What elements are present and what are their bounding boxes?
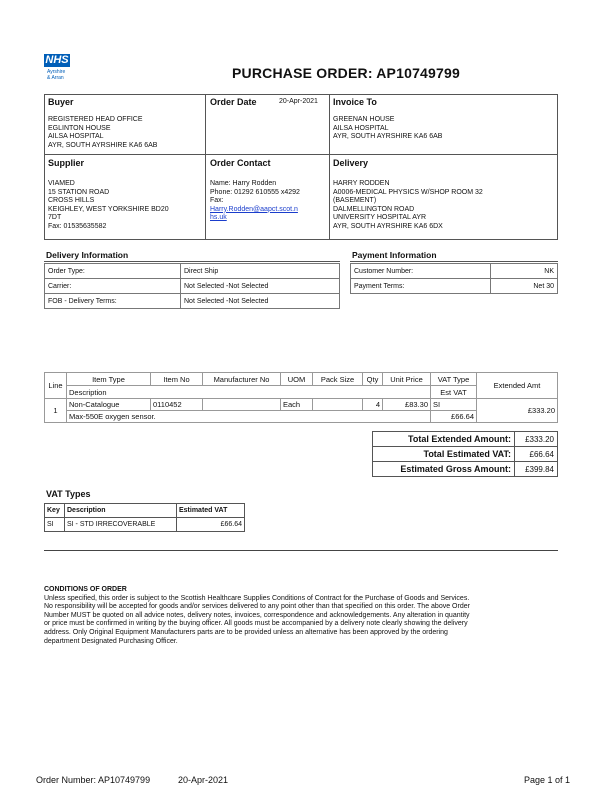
logo-sub-1: Ayrshire [47, 69, 66, 75]
item-description: Max-550E oxygen sensor. [67, 411, 431, 423]
delivery-info-table [44, 263, 340, 309]
total-extended-value: £333.20 [515, 432, 558, 447]
item-vat-type: SI [431, 399, 477, 411]
col-item-type: Item Type [67, 373, 151, 386]
item-no: 0110452 [151, 399, 203, 411]
payment-info-row [351, 264, 558, 279]
order-contact-details [210, 180, 300, 223]
supplier-label: Supplier [48, 158, 85, 168]
vat-col-description: Description [65, 504, 177, 518]
conditions-block [44, 586, 564, 646]
invoice-line: AYR, SOUTH AYRSHIRE KA6 6AB [333, 133, 443, 140]
order-contact-label: Order Contact [210, 158, 271, 168]
total-gross-value: £399.84 [515, 462, 558, 477]
order-date-value: 20-Apr-2021 [279, 98, 318, 105]
delivery-line: (BASEMENT) [333, 197, 377, 204]
col-line: Line [45, 373, 67, 399]
buyer-label: Buyer [48, 97, 74, 107]
vat-col-key: Key [45, 504, 65, 518]
item-extended-amt: £333.20 [477, 399, 558, 423]
delivery-info-title: Delivery Information [46, 250, 129, 260]
buyer-line: AYR, SOUTH AYRSHIRE KA6 6AB [48, 141, 158, 149]
vat-description: SI - STD IRRECOVERABLE [65, 518, 177, 532]
col-manufacturer-no: Manufacturer No [203, 373, 281, 386]
total-vat-value: £66.64 [515, 447, 558, 462]
delivery-line: HARRY RODDEN [333, 180, 390, 187]
section-divider [44, 550, 558, 551]
nhs-logo-subtitle [44, 69, 84, 81]
delivery-label: Delivery [333, 158, 369, 168]
vat-types-title: VAT Types [46, 489, 91, 499]
item-manufacturer-no [203, 399, 281, 411]
header-divider-1 [205, 94, 206, 240]
item-qty: 4 [363, 399, 383, 411]
delivery-info-value: Direct Ship [181, 264, 340, 279]
supplier-line: KEIGHLEY, WEST YORKSHIRE BD20 [48, 205, 169, 213]
logo-sub-2: & Arran [47, 75, 64, 81]
delivery-info-label: Carrier: [45, 279, 181, 294]
table-row [45, 399, 558, 411]
item-type: Non-Catalogue [67, 399, 151, 411]
supplier-line: CROSS HILLS [48, 197, 95, 204]
item-unit-price: £83.30 [383, 399, 431, 411]
delivery-info-label: FOB - Delivery Terms: [45, 294, 181, 309]
conditions-line: or price must be confirmed in writing by the buying officer. All goods must be accompanied by a delivery note clearly showing the delivery [44, 620, 468, 628]
supplier-address [48, 180, 169, 231]
header-divider-2 [329, 94, 330, 154]
header-divider-3 [329, 154, 330, 240]
delivery-info-row [45, 294, 340, 309]
total-gross-label: Estimated Gross Amount: [373, 462, 515, 477]
col-qty: Qty [363, 373, 383, 386]
buyer-line: AILSA HOSPITAL [48, 133, 104, 140]
items-table [44, 372, 558, 423]
totals-row [373, 432, 558, 447]
payment-info-value: NK [491, 264, 558, 279]
conditions-line: department Designated Purchasing Officer. [44, 637, 178, 645]
buyer-line: EGLINTON HOUSE [48, 124, 111, 132]
item-line: 1 [45, 399, 67, 423]
payment-info-row [351, 279, 558, 294]
delivery-info-value: Not Selected -Not Selected [181, 294, 340, 309]
delivery-line: DALMELLINGTON ROAD [333, 205, 415, 213]
header-row-divider [44, 154, 558, 155]
delivery-line: A0006-MEDICAL PHYSICS W/SHOP ROOM 32 [333, 188, 483, 196]
delivery-info-rule [44, 261, 340, 262]
contact-fax: Fax: [210, 197, 224, 204]
totals-row [373, 447, 558, 462]
conditions-line: Unless specified, this order is subject to the Scottish Healthcare Supplies Conditions of Contract for the Purchase of Goods and Services. [44, 594, 470, 602]
contact-name: Name: Harry Rodden [210, 180, 277, 187]
vat-header-row [45, 504, 245, 518]
supplier-line: 15 STATION ROAD [48, 188, 110, 196]
invoice-line: GREENAN HOUSE [333, 116, 395, 123]
col-item-no: Item No [151, 373, 203, 386]
col-unit-price: Unit Price [383, 373, 431, 386]
conditions-line: address. Only Original Equipment Manufacturers parts are to be provided unless an alternative has been approved by the ordering [44, 628, 448, 636]
contact-phone: Phone: 01292 610555 x4292 [210, 188, 300, 196]
vat-col-estimated: Estimated VAT [177, 504, 245, 518]
supplier-line: 7DT [48, 214, 62, 221]
item-uom: Each [281, 399, 313, 411]
payment-info-table [350, 263, 558, 294]
totals-table [372, 431, 558, 477]
conditions-line: Number MUST be quoted on all advice notes, delivery notes, invoices, correspondence and acknowledgements. Any alteration in quantity [44, 611, 470, 619]
payment-info-label: Payment Terms: [351, 279, 491, 294]
col-extended-amt: Extended Amt [477, 373, 558, 399]
supplier-line: Fax: 01535635582 [48, 222, 107, 230]
invoice-line: AILSA HOSPITAL [333, 124, 389, 132]
payment-info-label: Customer Number: [351, 264, 491, 279]
buyer-line: REGISTERED HEAD OFFICE [48, 116, 143, 123]
col-pack-size: Pack Size [313, 373, 363, 386]
col-vat-type: VAT Type [431, 373, 477, 386]
delivery-info-label: Order Type: [45, 264, 181, 279]
col-est-vat: Est VAT [431, 386, 477, 399]
invoice-to-label: Invoice To [333, 97, 377, 107]
delivery-info-row [45, 264, 340, 279]
invoice-to-address [333, 116, 442, 142]
total-vat-label: Total Estimated VAT: [373, 447, 515, 462]
delivery-info-value: Not Selected -Not Selected [181, 279, 340, 294]
order-date-label: Order Date [210, 97, 257, 107]
buyer-address [48, 116, 157, 150]
delivery-line: AYR, SOUTH AYRSHIRE KA6 6DX [333, 222, 443, 230]
supplier-line: VIAMED [48, 180, 75, 187]
page-title: PURCHASE ORDER: AP10749799 [232, 65, 460, 81]
contact-email-link[interactable]: Harry.Rodden@aapct.scot.n [210, 205, 298, 213]
vat-types-table [44, 503, 245, 532]
footer-order-number: Order Number: AP10749799 [36, 775, 151, 785]
contact-email-link-cont[interactable]: hs.uk [210, 214, 227, 221]
payment-info-rule [350, 261, 558, 262]
vat-key: SI [45, 518, 65, 532]
footer-page: Page 1 of 1 [524, 775, 571, 785]
total-extended-label: Total Extended Amount: [373, 432, 515, 447]
item-est-vat: £66.64 [431, 411, 477, 423]
payment-info-title: Payment Information [352, 250, 437, 260]
col-description: Description [67, 386, 431, 399]
nhs-logo-mark: NHS [45, 54, 69, 66]
conditions-title: CONDITIONS OF ORDER [44, 586, 127, 593]
conditions-line: No responsibility will be accepted for goods and/or services delivered to any point other than that specified on this order. The above Order [44, 603, 470, 611]
col-uom: UOM [281, 373, 313, 386]
payment-info-value: Net 30 [491, 279, 558, 294]
table-row [45, 518, 245, 532]
delivery-info-row [45, 279, 340, 294]
items-header-row [45, 373, 558, 386]
footer-date: 20-Apr-2021 [178, 775, 229, 785]
vat-estimated: £66.64 [177, 518, 245, 532]
delivery-address [333, 180, 483, 231]
totals-row [373, 462, 558, 477]
nhs-logo [44, 54, 84, 90]
item-pack-size [313, 399, 363, 411]
delivery-line: UNIVERSITY HOSPITAL AYR [333, 214, 427, 221]
